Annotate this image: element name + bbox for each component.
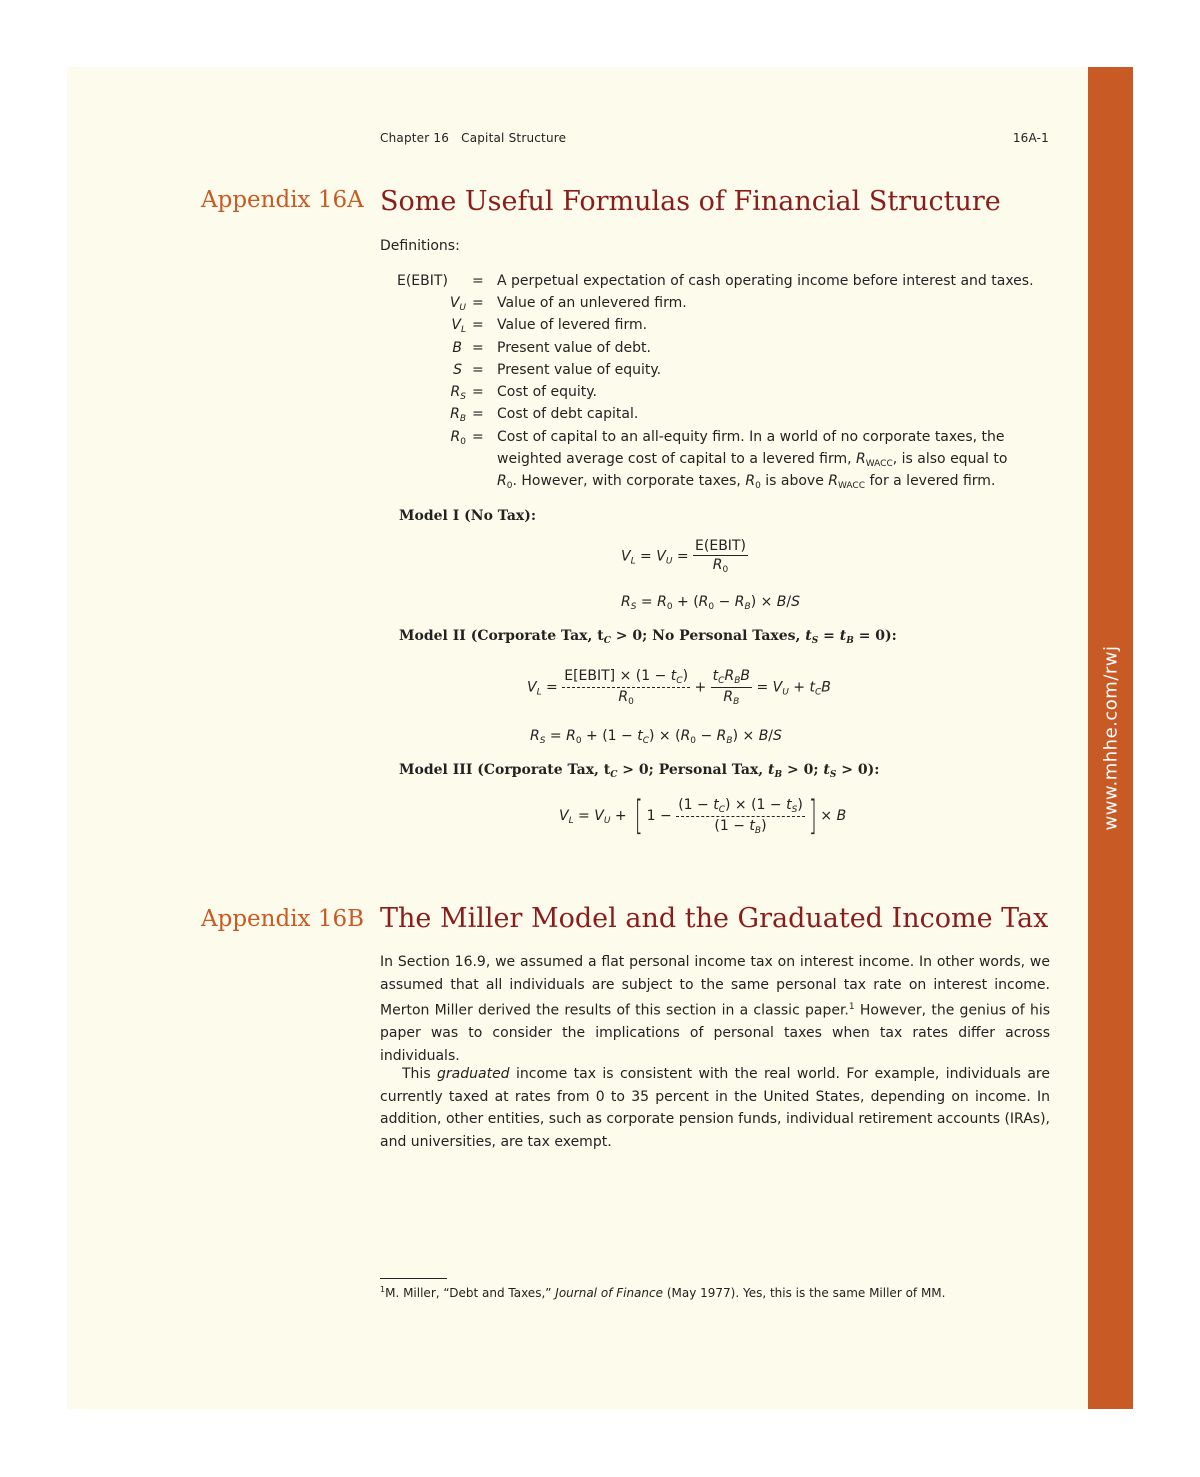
- definition-symbol: S: [453, 362, 462, 378]
- definition-row: [380, 362, 1060, 384]
- appendix-b-label: Appendix 16B: [201, 906, 365, 932]
- model-2-heading: Model II (Corporate Tax, $t_C > 0$; No Personal Taxes, $t_S = t_B = 0$):: [399, 628, 897, 646]
- footnote-rule: [380, 1278, 447, 1279]
- appendix-b-title: The Miller Model and the Graduated Income Tax: [380, 903, 1049, 934]
- definition-text: Present value of debt.: [497, 340, 651, 356]
- definitions-heading: Definitions:: [380, 238, 460, 254]
- definition-text: Value of an unlevered firm.: [497, 295, 687, 311]
- footnote-marker[interactable]: 1: [848, 1002, 855, 1012]
- footnote: $^1$M. Miller, “Debt and Taxes,” Journal of Finance (May 1977). Yes, this is the same Miller of MM.: [380, 1285, 946, 1300]
- page-number: 16A-1: [1012, 131, 1049, 145]
- equals-sign: =: [472, 273, 484, 289]
- definition-text: Present value of equity.: [497, 362, 662, 378]
- definition-symbol: $R_B$: [450, 406, 466, 424]
- definition-row: [380, 340, 1060, 362]
- equals-sign: =: [472, 429, 484, 445]
- equals-sign: =: [472, 317, 484, 333]
- appendix-a-title: Some Useful Formulas of Financial Structure: [380, 186, 1001, 217]
- chapter-number: Chapter 16: [380, 131, 450, 145]
- definition-symbol: $V_U$: [449, 295, 466, 313]
- appendix-b-paragraph-2: This graduated income tax is consistent with the real world. For example, individuals are currently taxed at rates from 0 to 35 percent in the United States, depending on income. In addition, other entities, such as corporate pension funds, individual retirement accounts (IRAs), and universities, are tax exempt.: [380, 1066, 1050, 1150]
- model-2-cost-formula: $R_S = R_0 + (1 - t_C) \times (R_0 - R_B) \times B/S$: [530, 728, 782, 746]
- definition-text-cont: $R_0$. However, with corporate taxes, $R_0$ is above $R_{WACC}$ for a levered firm.: [497, 473, 996, 491]
- definition-row: [380, 317, 1060, 339]
- sidebar-url[interactable]: www.mhhe.com/rwj: [1100, 645, 1122, 831]
- definition-row: [380, 384, 1060, 406]
- definition-text-cont: weighted average cost of capital to a levered firm, $R_{WACC}$, is also equal to: [497, 451, 1008, 469]
- definition-symbol: $R_S$: [450, 384, 466, 402]
- definition-symbol: $R_0$: [450, 429, 466, 447]
- definition-row: [380, 429, 1060, 495]
- definition-symbol: $V_L$: [451, 317, 466, 335]
- model-3-heading: Model III (Corporate Tax, $t_C > 0$; Personal Tax, $t_B > 0$; $t_S > 0$):: [399, 762, 880, 780]
- model-1-value-formula: $V_L = V_U$ = $\frac{\text{E(EBIT)}}{R_0}$: [621, 538, 746, 575]
- equals-sign: =: [472, 295, 484, 311]
- model-1-cost-formula: $R_S = R_0 + (R_0 - R_B) \times B/S$: [621, 594, 800, 612]
- definition-text: Cost of capital to an all-equity firm. In a world of no corporate taxes, the: [497, 429, 1005, 445]
- model-3-value-formula: $V_L = V_U$ + [ 1 − $\frac{(1 - t_C) \times (1 - t_S)}{(1 - t_B)}$ ] × B: [559, 793, 847, 839]
- equals-sign: =: [472, 340, 484, 356]
- equals-sign: =: [472, 406, 484, 422]
- equals-sign: =: [472, 362, 484, 378]
- definition-symbol: E(EBIT): [397, 273, 448, 289]
- appendix-a-label: Appendix 16A: [201, 187, 364, 213]
- definition-symbol: B: [452, 340, 462, 356]
- model-1-heading: Model I (No Tax):: [399, 508, 537, 524]
- definition-row: [380, 406, 1060, 428]
- definition-text: Value of levered firm.: [497, 317, 648, 333]
- model-2-value-formula: $V_L$ = $\frac{E[EBIT] \times (1 - t_C)}{R_0}$ + $\frac{t_CR_BB}{R_B}$ = $V_U + t_CB$: [527, 668, 831, 707]
- chapter-title: Capital Structure: [461, 131, 567, 145]
- definition-text: Cost of equity.: [497, 384, 598, 400]
- definition-row: [380, 295, 1060, 317]
- equals-sign: =: [472, 384, 484, 400]
- appendix-b-paragraph-1: In Section 16.9, we assumed a flat personal income tax on interest income. In other words, we assumed that all individuals are subject to the same personal tax rate on interest income. Merton Miller derived the results of this section in a classic paper.$^1$ However, the genius of his paper was to consider the implications of personal taxes when tax rates differ across individuals.: [380, 954, 1050, 1064]
- definition-row: [380, 273, 1060, 295]
- running-header: [380, 131, 566, 145]
- definition-text: Cost of debt capital.: [497, 406, 639, 422]
- definition-text: A perpetual expectation of cash operating income before interest and taxes.: [497, 273, 1034, 289]
